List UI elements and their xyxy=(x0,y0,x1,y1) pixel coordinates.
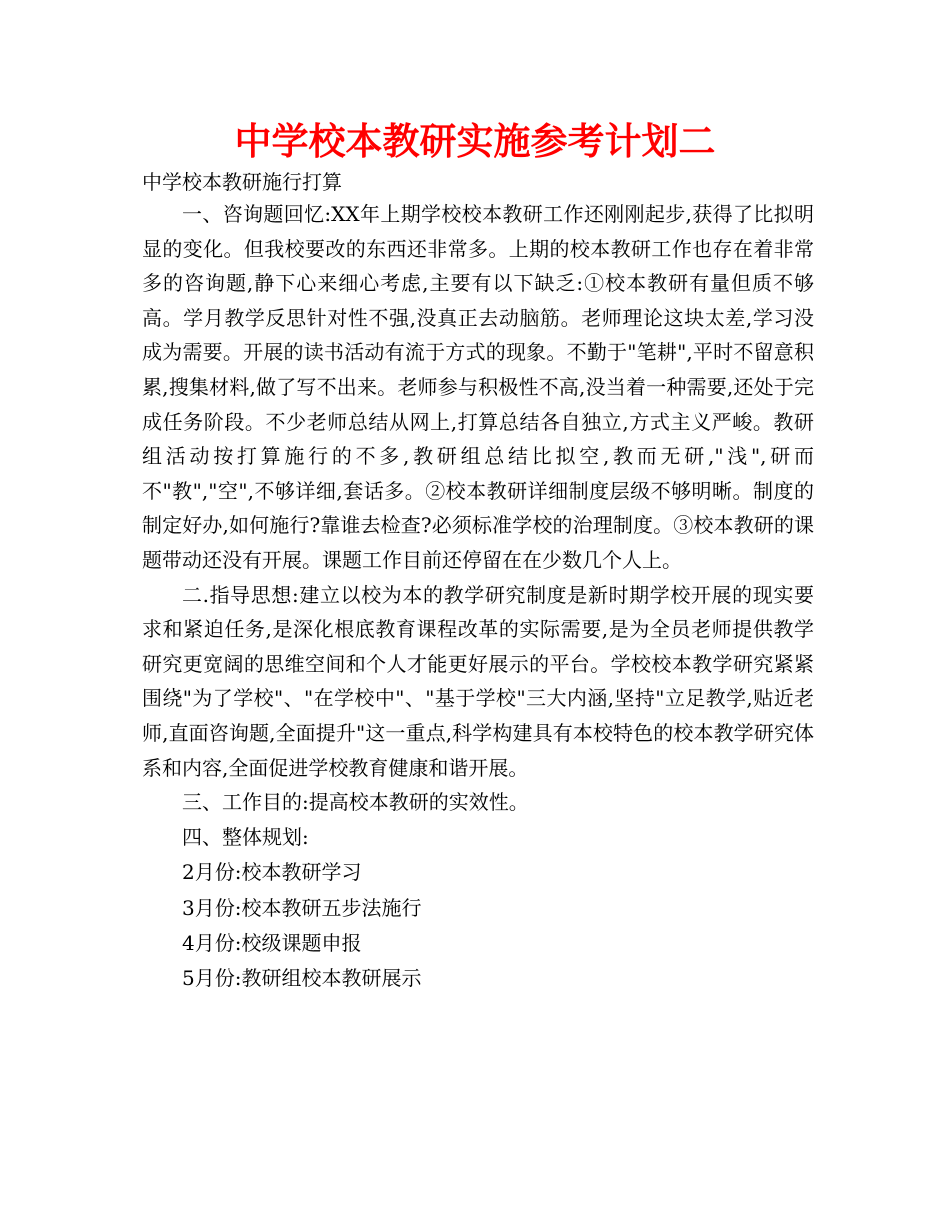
document-subtitle: 中学校本教研施行打算 xyxy=(142,170,342,194)
paragraph-problem-review: 一、咨询题回忆:XX年上期学校校本教研工作还刚刚起步,获得了比拟明显的变化。但我校要改的东西还非常多。上期的校本教研工作也存在着非常多的咨询题,静下心来细心考虑,主要有以下缺乏:①校本教研有量但质不够高。学月教学反思针对性不强,没真正去动脑筋。老师理论这块太差,学习没成为需要。开展的读书活动有流于方式的现象。不勤于"笔耕",平时不留意积累,搜集材料,做了写不出来。老师参与积极性不高,没当着一种需要,还处于完成任务阶段。不少老师总结从网上,打算总结各自独立,方式主义严峻。教研组活动按打算施行的不多,教研组总结比拟空,教而无研,"浅",研而不"教","空",不够详细,套话多。②校本教研详细制度层级不够明晰。制度的制定好办,如何施行?靠谁去检查?必须标准学校的治理制度。③校本教研的课题带动还没有开展。课题工作目前还停留在在少数几个人上。 xyxy=(142,202,814,572)
line-work-goal: 三、工作目的:提高校本教研的实效性。 xyxy=(182,790,529,815)
line-overall-plan: 四、整体规划: xyxy=(182,825,309,850)
line-february: 2月份:校本教研学习 xyxy=(182,860,362,885)
line-april: 4月份:校级课题申报 xyxy=(182,930,362,955)
document-body xyxy=(142,165,814,996)
document-title: 中学校本教研实施参考计划二 xyxy=(234,120,716,163)
paragraph-guiding-ideology: 二.指导思想:建立以校为本的教学研究制度是新时期学校开展的现实要求和紧迫任务,是深化根底教育课程改革的实际需要,是为全员老师提供教学研究更宽阔的思维空间和个人才能更好展示的平台。学校校本教学研究紧紧围绕"为了学校"、"在学校中"、"基于学校"三大内涵,坚持"立足教学,贴近老师,直面咨询题,全面提升"这一重点,科学构建具有本校特色的校本教学研究体系和内容,全面促进学校教育健康和谐开展。 xyxy=(142,582,814,780)
line-may: 5月份:教研组校本教研展示 xyxy=(182,966,422,991)
line-march: 3月份:校本教研五步法施行 xyxy=(182,895,422,920)
